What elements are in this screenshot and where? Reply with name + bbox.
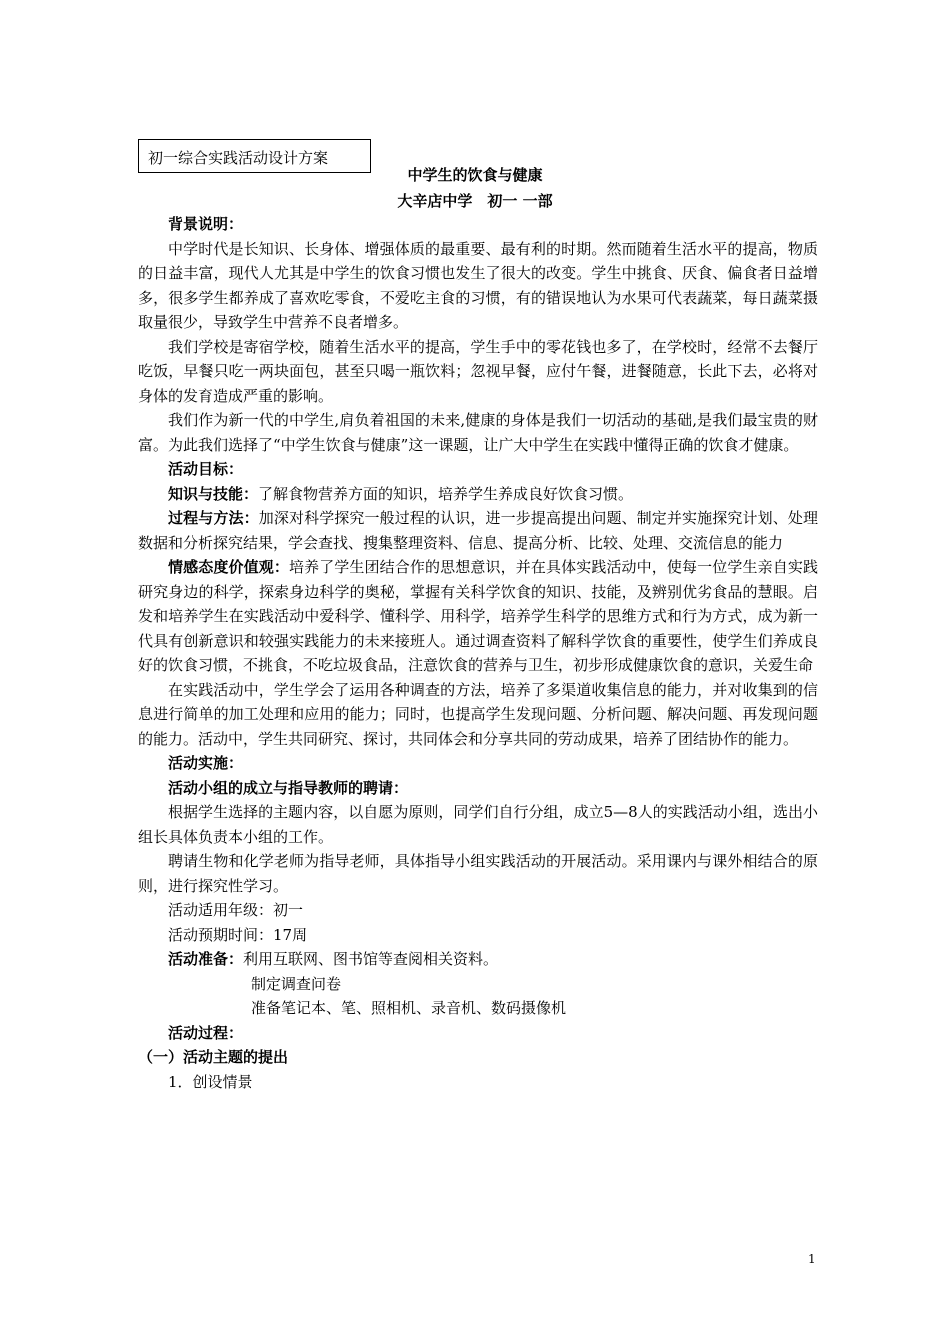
time-text: 活动预期时间：17周 xyxy=(168,925,308,944)
process-heading: 活动过程： xyxy=(168,1023,244,1042)
prep-item-3: 准备笔记本、笔、照相机、录音机、数码摄像机 xyxy=(251,999,567,1017)
prep-label: 活动准备： xyxy=(168,950,244,968)
item-one: 1．创设情景 xyxy=(168,1072,253,1091)
goal-knowledge xyxy=(138,482,818,507)
group-text: 根据学生选择的主题内容，以自愿为原则，同学们自行分组，成立5—8人的实践活动小组，选出小组长具体负责本小组的工作。 xyxy=(138,803,818,846)
goal-process-label: 过程与方法： xyxy=(168,509,259,527)
goal-process-text: 加深对科学探究一般过程的认识，进一步提高提出问题、制定并实施探究计划、处理数据和分析探究结果，学会查找、搜集整理资料、信息、提高分析、比较、处理、交流信息的能力 xyxy=(138,509,818,552)
teacher-text: 聘请生物和化学老师为指导老师，具体指导小组实践活动的开展活动。采用课内与课外相结合的原则，进行探究性学习。 xyxy=(138,852,818,895)
section-one-heading: （一）活动主题的提出 xyxy=(138,1048,289,1066)
document-title: 中学生的饮食与健康 xyxy=(407,166,543,184)
prep-line-1 xyxy=(138,947,818,972)
goal-knowledge-label: 知识与技能： xyxy=(168,484,259,503)
document-body xyxy=(138,212,818,1094)
background-heading: 背景说明： xyxy=(168,215,244,233)
prep-item-1: 利用互联网、图书馆等查阅相关资料。 xyxy=(243,950,499,968)
background-paragraph-2: 我们学校是寄宿学校，随着生活水平的提高，学生手中的零花钱也多了，在学校时，经常不去餐厅吃饭，早餐只吃一两块面包，甚至只喝一瓶饮料；忽视早餐，应付午餐，进餐随意，长此下去，必将对身体的发育造成严重的影响。 xyxy=(138,337,818,405)
background-paragraph-3: 我们作为新一代的中学生,肩负着祖国的未来,健康的身体是我们一切活动的基础,是我们最宝贵的财富。为此我们选择了“中学生饮食与健康”这一课题，让广大中学生在实践中懂得正确的饮食才健康。 xyxy=(138,411,818,454)
goal-knowledge-text: 了解食物营养方面的知识，培养学生养成良好饮食习惯。 xyxy=(258,484,634,503)
goal-process xyxy=(138,506,818,555)
implementation-heading: 活动实施： xyxy=(168,754,244,772)
page-number: 1 xyxy=(808,1252,816,1266)
goal-emotion-text: 培养了学生团结合作的思想意识，并在具体实践活动中，使每一位学生亲自实践研究身边的科学，探索身边科学的奥秘，掌握有关科学饮食的知识、技能，及辨别优劣食品的慧眼。启发和培养学生在实践活动中爱科学、懂科学、用科学，培养学生科学的思维方式和行为方式，成为新一代具有创新意识和较强实践能力的未来接班人。通过调查资料了解科学饮食的重要性，使学生们养成良好的饮食习惯，不挑食，不吃垃圾食品，注意饮食的营养与卫生，初步形成健康饮食的意识，关爱生命 xyxy=(138,558,818,674)
goal-practice: 在实践活动中，学生学会了运用各种调查的方法，培养了多渠道收集信息的能力，并对收集到的信息进行简单的加工处理和应用的能力；同时，也提高学生发现问题、分析问题、解决问题、再发现问题的能力。活动中，学生共同研究、探讨，共同体会和分享共同的劳动成果，培养了团结协作的能力。 xyxy=(138,680,818,748)
grade-text: 活动适用年级：初一 xyxy=(168,901,304,919)
goal-emotion xyxy=(138,555,818,678)
goal-emotion-label: 情感态度价值观： xyxy=(168,558,289,576)
document-subtitle: 大辛店中学 初一 一部 xyxy=(397,192,553,210)
background-paragraph-1: 中学时代是长知识、长身体、增强体质的最重要、最有利的时期。然而随着生活水平的提高，物质的日益丰富，现代人尤其是中学生的饮食习惯也发生了很大的改变。学生中挑食、厌食、偏食者日益增多，很多学生都养成了喜欢吃零食，不爱吃主食的习惯，有的错误地认为水果可代表蔬菜，每日蔬菜摄取量很少，导致学生中营养不良者增多。 xyxy=(138,239,818,331)
group-heading: 活动小组的成立与指导教师的聘请： xyxy=(168,778,409,797)
header-box: 初一综合实践活动设计方案 xyxy=(138,139,371,173)
goals-heading: 活动目标： xyxy=(168,460,244,478)
prep-item-2: 制定调查问卷 xyxy=(251,974,342,993)
